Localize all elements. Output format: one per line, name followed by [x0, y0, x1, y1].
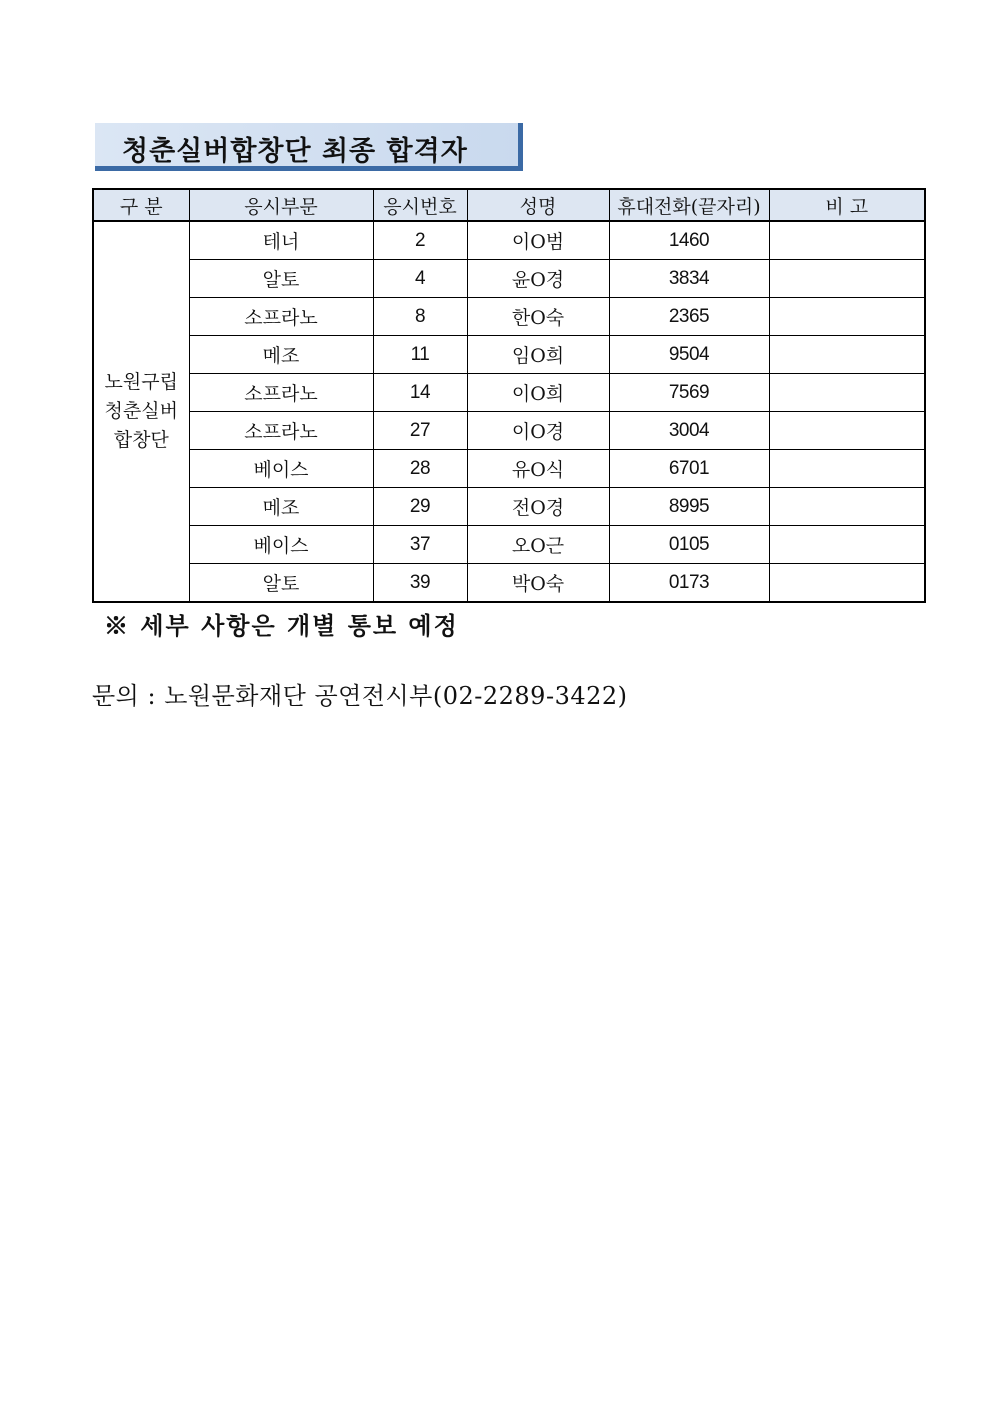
name-cell: 임O희 — [467, 336, 609, 374]
title-banner — [95, 123, 523, 171]
number-cell: 39 — [373, 564, 467, 603]
phone-cell: 0173 — [609, 564, 769, 603]
remarks-cell — [769, 260, 925, 298]
number-cell: 28 — [373, 450, 467, 488]
table-row — [93, 450, 925, 488]
name-cell: 윤O경 — [467, 260, 609, 298]
table-row — [93, 412, 925, 450]
group-line: 노원구립 — [104, 371, 178, 393]
phone-cell: 1460 — [609, 221, 769, 260]
part-cell: 소프라노 — [189, 374, 373, 412]
group-cell — [93, 221, 189, 602]
number-cell: 29 — [373, 488, 467, 526]
part-cell: 베이스 — [189, 526, 373, 564]
number-cell: 37 — [373, 526, 467, 564]
part-cell: 베이스 — [189, 450, 373, 488]
part-cell: 알토 — [189, 260, 373, 298]
name-cell: 오O근 — [467, 526, 609, 564]
table-row — [93, 564, 925, 603]
part-cell: 메조 — [189, 336, 373, 374]
name-cell: 유O식 — [467, 450, 609, 488]
remarks-cell — [769, 564, 925, 603]
phone-cell: 2365 — [609, 298, 769, 336]
name-cell: 이O희 — [467, 374, 609, 412]
table-row — [93, 260, 925, 298]
phone-cell: 7569 — [609, 374, 769, 412]
header-part: 응시부문 — [189, 189, 373, 221]
contact-info: 문의 : 노원문화재단 공연전시부(02-2289-3422) — [92, 682, 628, 710]
number-cell: 4 — [373, 260, 467, 298]
table-row — [93, 526, 925, 564]
number-cell: 27 — [373, 412, 467, 450]
remarks-cell — [769, 488, 925, 526]
header-name: 성명 — [467, 189, 609, 221]
name-cell: 이O경 — [467, 412, 609, 450]
phone-cell: 8995 — [609, 488, 769, 526]
part-cell: 소프라노 — [189, 298, 373, 336]
table-header-row — [93, 189, 925, 221]
name-cell: 이O범 — [467, 221, 609, 260]
remarks-cell — [769, 221, 925, 260]
remarks-cell — [769, 374, 925, 412]
remarks-cell — [769, 526, 925, 564]
notice-text: ※ 세부 사항은 개별 통보 예정 — [104, 611, 459, 640]
phone-cell: 0105 — [609, 526, 769, 564]
results-table — [92, 188, 926, 603]
phone-cell: 6701 — [609, 450, 769, 488]
header-phone: 휴대전화(끝자리) — [609, 189, 769, 221]
part-cell: 소프라노 — [189, 412, 373, 450]
part-cell: 테너 — [189, 221, 373, 260]
number-cell: 11 — [373, 336, 467, 374]
header-number: 응시번호 — [373, 189, 467, 221]
number-cell: 14 — [373, 374, 467, 412]
table-row — [93, 221, 925, 260]
header-remarks: 비 고 — [769, 189, 925, 221]
table-row — [93, 374, 925, 412]
table-row — [93, 336, 925, 374]
remarks-cell — [769, 298, 925, 336]
page-title: 청춘실버합창단 최종 합격자 — [122, 136, 468, 167]
number-cell: 8 — [373, 298, 467, 336]
group-line: 합창단 — [113, 429, 169, 451]
part-cell: 메조 — [189, 488, 373, 526]
remarks-cell — [769, 450, 925, 488]
phone-cell: 3834 — [609, 260, 769, 298]
phone-cell: 3004 — [609, 412, 769, 450]
name-cell: 한O숙 — [467, 298, 609, 336]
name-cell: 박O숙 — [467, 564, 609, 603]
table-row — [93, 488, 925, 526]
header-category: 구 분 — [93, 189, 189, 221]
phone-cell: 9504 — [609, 336, 769, 374]
remarks-cell — [769, 336, 925, 374]
number-cell: 2 — [373, 221, 467, 260]
part-cell: 알토 — [189, 564, 373, 603]
name-cell: 전O경 — [467, 488, 609, 526]
remarks-cell — [769, 412, 925, 450]
table-row — [93, 298, 925, 336]
group-line: 청춘실버 — [104, 400, 178, 422]
